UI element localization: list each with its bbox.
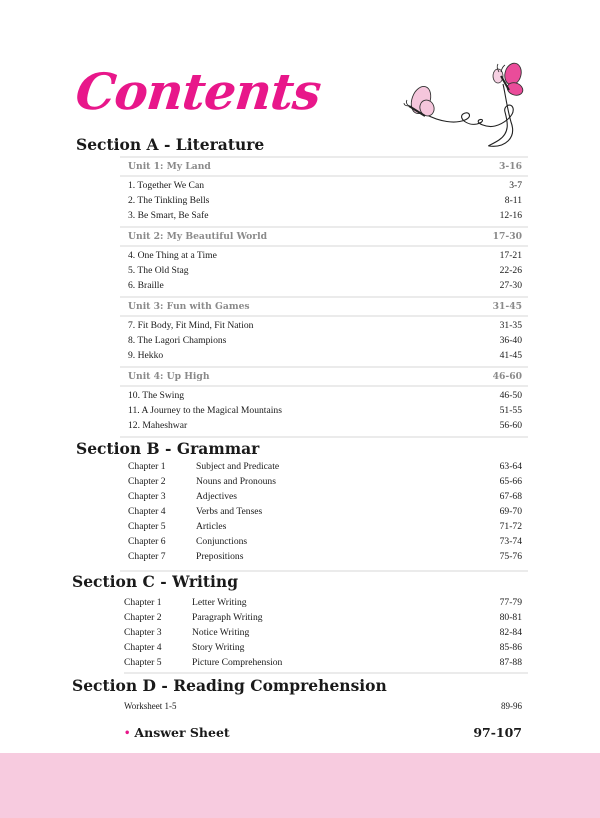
item-pages: 8-11	[504, 195, 522, 206]
item-pages: 31-35	[499, 320, 522, 331]
item-pages: 22-26	[499, 265, 522, 276]
section-b-heading: Section B - Grammar	[76, 439, 260, 458]
chapter-title: Nouns and Pronouns	[196, 476, 276, 487]
bullet-icon: •	[124, 728, 131, 739]
answer-sheet-pages: 97-107	[473, 725, 522, 740]
unit-pages: 31-45	[492, 301, 522, 312]
unit-label: Unit 4: Up High	[128, 371, 210, 382]
divider	[120, 296, 528, 298]
unit-row[interactable]	[128, 159, 522, 174]
chapter-pages: 67-68	[499, 491, 522, 502]
chapter-number: Chapter 1	[124, 597, 162, 608]
chapter-title: Story Writing	[192, 642, 245, 653]
item-label: 2. The Tinkling Bells	[128, 195, 210, 206]
unit-pages: 3-16	[499, 161, 522, 172]
chapter-row[interactable]	[128, 474, 522, 489]
divider	[120, 175, 528, 177]
chapter-number: Chapter 4	[128, 506, 166, 517]
toc-item[interactable]	[128, 388, 522, 403]
chapter-row[interactable]	[128, 549, 522, 564]
chapter-pages: 87-88	[499, 657, 522, 668]
item-label: 12. Maheshwar	[128, 420, 188, 431]
answer-sheet-label: Answer Sheet	[134, 725, 230, 740]
chapter-title: Picture Comprehension	[192, 657, 283, 668]
item-label: 7. Fit Body, Fit Mind, Fit Nation	[128, 320, 254, 331]
unit-pages: 46-60	[492, 371, 522, 382]
toc-item[interactable]	[128, 278, 522, 293]
section-d-heading: Section D - Reading Comprehension	[72, 676, 387, 695]
page-title: Contents	[72, 62, 324, 121]
item-label: 9. Hekko	[128, 350, 164, 361]
chapter-pages: 85-86	[499, 642, 522, 653]
chapter-title: Subject and Predicate	[196, 461, 280, 472]
toc-item[interactable]	[128, 348, 522, 363]
chapter-row[interactable]	[128, 459, 522, 474]
divider	[124, 672, 528, 674]
item-pages: 17-21	[499, 250, 522, 261]
chapter-row[interactable]	[124, 625, 522, 640]
item-label: 10. The Swing	[128, 390, 185, 401]
chapter-number: Chapter 1	[128, 461, 166, 472]
item-pages: 27-30	[499, 280, 522, 291]
chapter-title: Notice Writing	[192, 627, 250, 638]
divider	[120, 226, 528, 228]
chapter-number: Chapter 5	[124, 657, 162, 668]
unit-label: Unit 2: My Beautiful World	[128, 231, 268, 242]
chapter-pages: 71-72	[499, 521, 522, 532]
chapter-number: Chapter 5	[128, 521, 166, 532]
toc-item[interactable]	[128, 333, 522, 348]
chapter-title: Adjectives	[196, 491, 238, 502]
divider	[120, 245, 528, 247]
chapter-title: Paragraph Writing	[192, 612, 263, 623]
chapter-row[interactable]	[124, 610, 522, 625]
toc-item[interactable]	[128, 318, 522, 333]
item-pages: 46-50	[499, 390, 522, 401]
footer-band	[0, 753, 600, 818]
chapter-pages: 80-81	[499, 612, 522, 623]
chapter-pages: 69-70	[499, 506, 522, 517]
unit-row[interactable]	[128, 299, 522, 314]
chapter-row[interactable]	[128, 504, 522, 519]
toc-item[interactable]	[128, 418, 522, 433]
chapter-pages: 75-76	[499, 551, 522, 562]
butterflies-icon	[395, 62, 530, 152]
chapter-number: Chapter 3	[128, 491, 166, 502]
toc-item[interactable]	[128, 208, 522, 223]
item-label: 5. The Old Stag	[128, 265, 189, 276]
item-pages: 3-7	[509, 180, 522, 191]
item-label: 1. Together We Can	[128, 180, 204, 191]
divider	[120, 156, 528, 158]
chapter-pages: 65-66	[499, 476, 522, 487]
section-a-heading: Section A - Literature	[76, 135, 265, 154]
divider	[120, 436, 528, 438]
toc-item[interactable]	[128, 403, 522, 418]
item-pages: 51-55	[499, 405, 522, 416]
answer-sheet-row[interactable]	[124, 724, 522, 742]
chapter-pages: 63-64	[499, 461, 522, 472]
chapter-row[interactable]	[124, 655, 522, 670]
chapter-row[interactable]	[128, 489, 522, 504]
toc-item[interactable]	[128, 263, 522, 278]
chapter-title: Prepositions	[196, 551, 244, 562]
divider	[120, 366, 528, 368]
divider	[120, 385, 528, 387]
chapter-title: Articles	[196, 521, 227, 532]
chapter-pages: 73-74	[499, 536, 522, 547]
unit-label: Unit 3: Fun with Games	[128, 301, 250, 312]
chapter-pages: 77-79	[499, 597, 522, 608]
toc-item[interactable]	[128, 178, 522, 193]
chapter-number: Chapter 2	[128, 476, 166, 487]
item-label: 4. One Thing at a Time	[128, 250, 217, 261]
chapter-number: Chapter 2	[124, 612, 162, 623]
toc-item[interactable]	[128, 193, 522, 208]
chapter-row[interactable]	[128, 534, 522, 549]
unit-label: Unit 1: My Land	[128, 161, 211, 172]
chapter-title: Letter Writing	[192, 597, 247, 608]
item-pages: 41-45	[499, 350, 522, 361]
chapter-number: Chapter 7	[128, 551, 166, 562]
toc-item[interactable]	[128, 248, 522, 263]
worksheet-label: Worksheet 1-5	[124, 701, 177, 711]
worksheet-pages: 89-96	[501, 701, 522, 711]
item-pages: 56-60	[499, 420, 522, 431]
unit-row[interactable]	[128, 229, 522, 244]
section-c-heading: Section C - Writing	[72, 572, 239, 591]
chapter-row[interactable]	[124, 595, 522, 610]
chapter-number: Chapter 3	[124, 627, 162, 638]
unit-row[interactable]	[128, 369, 522, 384]
chapter-pages: 82-84	[499, 627, 522, 638]
item-label: 11. A Journey to the Magical Mountains	[128, 405, 282, 416]
chapter-title: Verbs and Tenses	[196, 506, 263, 517]
worksheet-row[interactable]	[124, 699, 522, 714]
item-pages: 36-40	[499, 335, 522, 346]
chapter-number: Chapter 4	[124, 642, 162, 653]
unit-pages: 17-30	[492, 231, 522, 242]
chapter-row[interactable]	[128, 519, 522, 534]
item-label: 3. Be Smart, Be Safe	[128, 210, 209, 221]
item-label: 6. Braille	[128, 280, 164, 291]
item-pages: 12-16	[499, 210, 522, 221]
chapter-row[interactable]	[124, 640, 522, 655]
chapter-number: Chapter 6	[128, 536, 166, 547]
divider	[120, 315, 528, 317]
item-label: 8. The Lagori Champions	[128, 335, 227, 346]
chapter-title: Conjunctions	[196, 536, 248, 547]
